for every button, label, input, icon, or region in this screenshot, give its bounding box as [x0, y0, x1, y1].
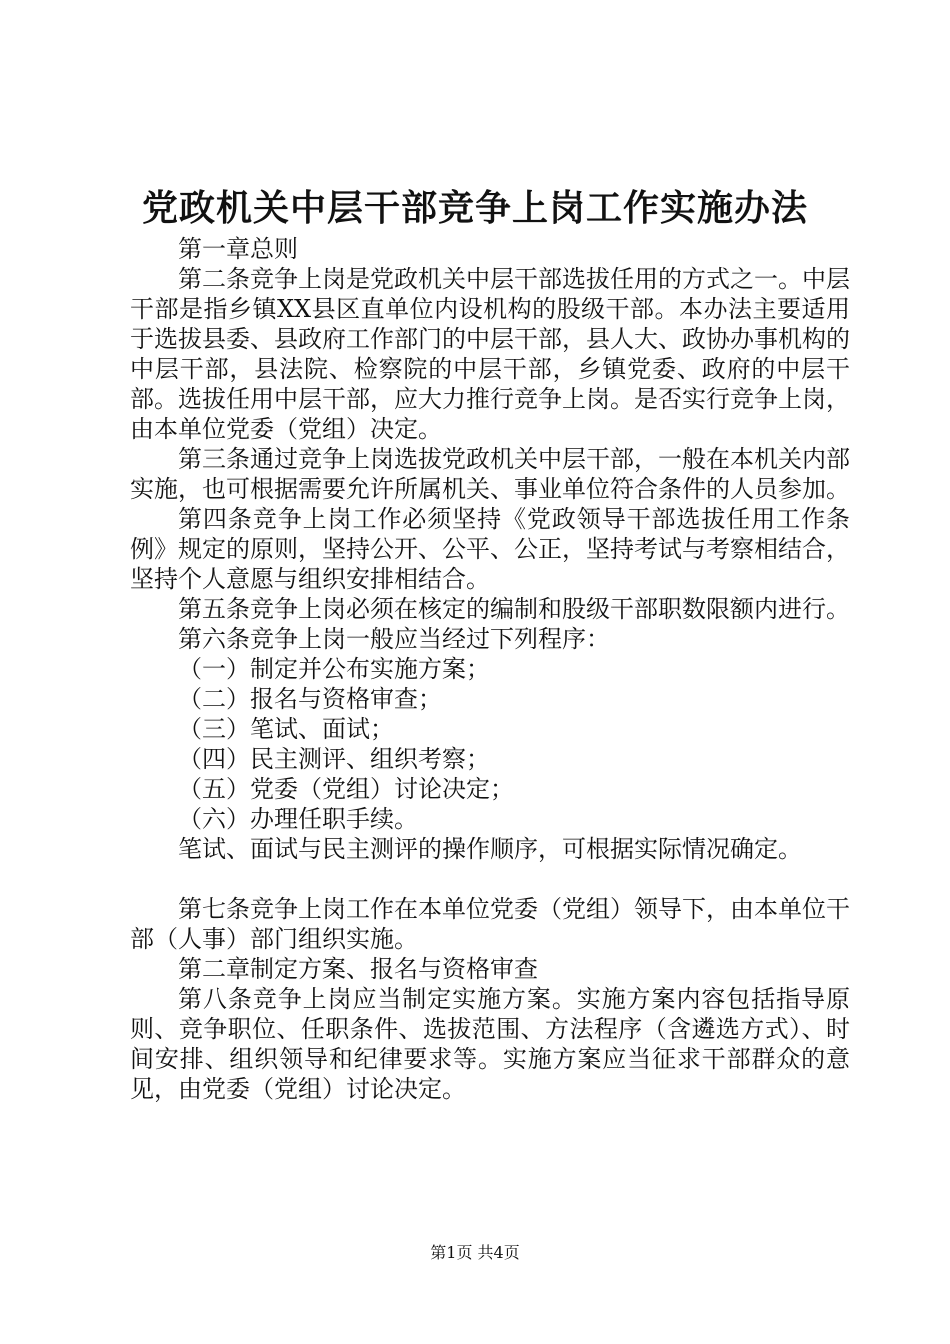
article-6: 第六条竞争上岗一般应当经过下列程序：	[178, 625, 610, 653]
article-5: 第五条竞争上岗必须在核定的编制和股级干部职数限额内进行。	[178, 595, 850, 623]
article-7: 第七条竞争上岗工作在本单位党委（党组）领导下，由本单位干部（人事）部门组织实施。	[130, 895, 850, 953]
procedure-note: 笔试、面试与民主测评的操作顺序，可根据实际情况确定。	[178, 835, 802, 863]
article-2: 第二条竞争上岗是党政机关中层干部选拔任用的方式之一。中层干部是指乡镇XX县区直单位内设机构的股级干部。本办法主要适用于选拔县委、县政府工作部门的中层干部，县人大、政协办事机构的中层干部，县法院、检察院的中层干部，乡镇党委、政府的中层干部。选拔任用中层干部，应大力推行竞争上岗。是否实行竞争上岗，由本单位党委（党组）决定。	[130, 265, 850, 443]
document-body	[130, 234, 850, 1104]
procedure-item-3: （三）笔试、面试；	[178, 715, 394, 743]
article-8: 第八条竞争上岗应当制定实施方案。实施方案内容包括指导原则、竞争职位、任职条件、选拔范围、方法程序（含遴选方式）、时间安排、组织领导和纪律要求等。实施方案应当征求干部群众的意见，由党委（党组）讨论决定。	[130, 985, 850, 1103]
article-4: 第四条竞争上岗工作必须坚持《党政领导干部选拔任用工作条例》规定的原则，坚持公开、公平、公正，坚持考试与考察相结合，坚持个人意愿与组织安排相结合。	[130, 505, 850, 593]
page-footer: 第1页 共4页	[430, 1243, 520, 1262]
procedure-item-5: （五）党委（党组）讨论决定；	[178, 775, 514, 803]
procedure-item-2: （二）报名与资格审查；	[178, 685, 442, 713]
procedure-item-4: （四）民主测评、组织考察；	[178, 745, 490, 773]
article-3: 第三条通过竞争上岗选拔党政机关中层干部，一般在本机关内部实施，也可根据需要允许所属机关、事业单位符合条件的人员参加。	[130, 445, 850, 503]
document-title: 党政机关中层干部竞争上岗工作实施办法	[141, 187, 808, 229]
procedure-item-6: （六）办理任职手续。	[178, 805, 418, 833]
paragraph-spacer	[130, 864, 850, 894]
chapter-heading-2: 第二章制定方案、报名与资格审查	[178, 955, 538, 983]
chapter-heading-1: 第一章总则	[178, 235, 298, 263]
procedure-item-1: （一）制定并公布实施方案；	[178, 655, 490, 683]
